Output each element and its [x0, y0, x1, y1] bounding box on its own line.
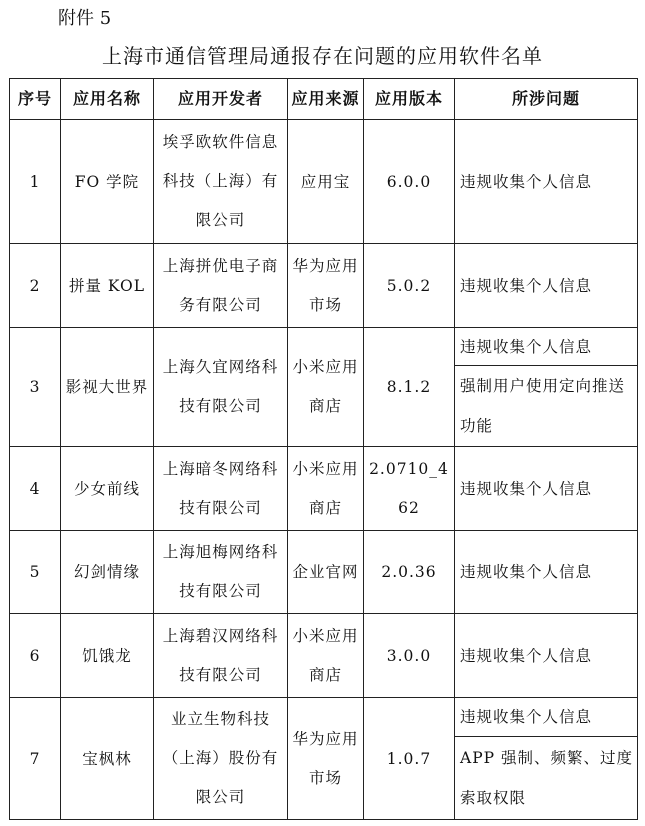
attachment-label: 附件 5 — [58, 8, 112, 29]
row-app-name: 少女前线 — [61, 447, 154, 531]
row-source: 华为应用市场 — [288, 244, 364, 328]
table-row — [10, 244, 638, 328]
row-source: 企业官网 — [288, 531, 364, 614]
row-version: 3.0.0 — [364, 614, 455, 698]
row-version: 2.0710_462 — [364, 447, 455, 531]
header-no: 序号 — [10, 79, 61, 120]
table-row — [10, 698, 638, 737]
row-developer: 埃孚欧软件信息科技（上海）有限公司 — [154, 120, 288, 244]
row-app-name: 拼量 KOL — [61, 244, 154, 328]
row-no: 3 — [10, 328, 61, 447]
row-app-name: 饥饿龙 — [61, 614, 154, 698]
row-source: 应用宝 — [288, 120, 364, 244]
row-developer: 业立生物科技（上海）股份有限公司 — [154, 698, 288, 820]
table-row — [10, 614, 638, 698]
document-title: 上海市通信管理局通报存在问题的应用软件名单 — [102, 44, 543, 68]
row-issue: 违规收集个人信息 — [455, 447, 638, 531]
row-no: 4 — [10, 447, 61, 531]
row-developer: 上海暗冬网络科技有限公司 — [154, 447, 288, 531]
row-no: 1 — [10, 120, 61, 244]
table-row — [10, 120, 638, 244]
row-issue: 违规收集个人信息 — [455, 120, 638, 244]
row-issue: APP 强制、频繁、过度索取权限 — [455, 736, 638, 819]
row-developer: 上海碧汉网络科技有限公司 — [154, 614, 288, 698]
table-row — [10, 328, 638, 366]
row-app-name: 幻剑情缘 — [61, 531, 154, 614]
row-version: 6.0.0 — [364, 120, 455, 244]
row-source: 小米应用商店 — [288, 447, 364, 531]
row-issue: 违规收集个人信息 — [455, 698, 638, 737]
header-source: 应用来源 — [288, 79, 364, 120]
row-developer: 上海久宜网络科技有限公司 — [154, 328, 288, 447]
table-row — [10, 531, 638, 614]
app-list-table — [9, 78, 638, 820]
row-app-name: 宝枫林 — [61, 698, 154, 820]
row-issue: 违规收集个人信息 — [455, 328, 638, 366]
row-no: 5 — [10, 531, 61, 614]
row-source: 小米应用商店 — [288, 614, 364, 698]
row-no: 2 — [10, 244, 61, 328]
table-row — [10, 447, 638, 531]
row-developer: 上海旭梅网络科技有限公司 — [154, 531, 288, 614]
header-developer: 应用开发者 — [154, 79, 288, 120]
row-app-name: 影视大世界 — [61, 328, 154, 447]
table-header-row — [10, 79, 638, 120]
header-issues: 所涉问题 — [455, 79, 638, 120]
row-developer: 上海拼优电子商务有限公司 — [154, 244, 288, 328]
row-version: 2.0.36 — [364, 531, 455, 614]
row-no: 7 — [10, 698, 61, 820]
row-no: 6 — [10, 614, 61, 698]
row-version: 5.0.2 — [364, 244, 455, 328]
row-source: 华为应用市场 — [288, 698, 364, 820]
row-version: 8.1.2 — [364, 328, 455, 447]
row-issue: 强制用户使用定向推送功能 — [455, 366, 638, 447]
row-issue: 违规收集个人信息 — [455, 531, 638, 614]
row-issue: 违规收集个人信息 — [455, 244, 638, 328]
header-app-name: 应用名称 — [61, 79, 154, 120]
row-issue: 违规收集个人信息 — [455, 614, 638, 698]
row-version: 1.0.7 — [364, 698, 455, 820]
row-app-name: FO 学院 — [61, 120, 154, 244]
header-version: 应用版本 — [364, 79, 455, 120]
row-source: 小米应用商店 — [288, 328, 364, 447]
